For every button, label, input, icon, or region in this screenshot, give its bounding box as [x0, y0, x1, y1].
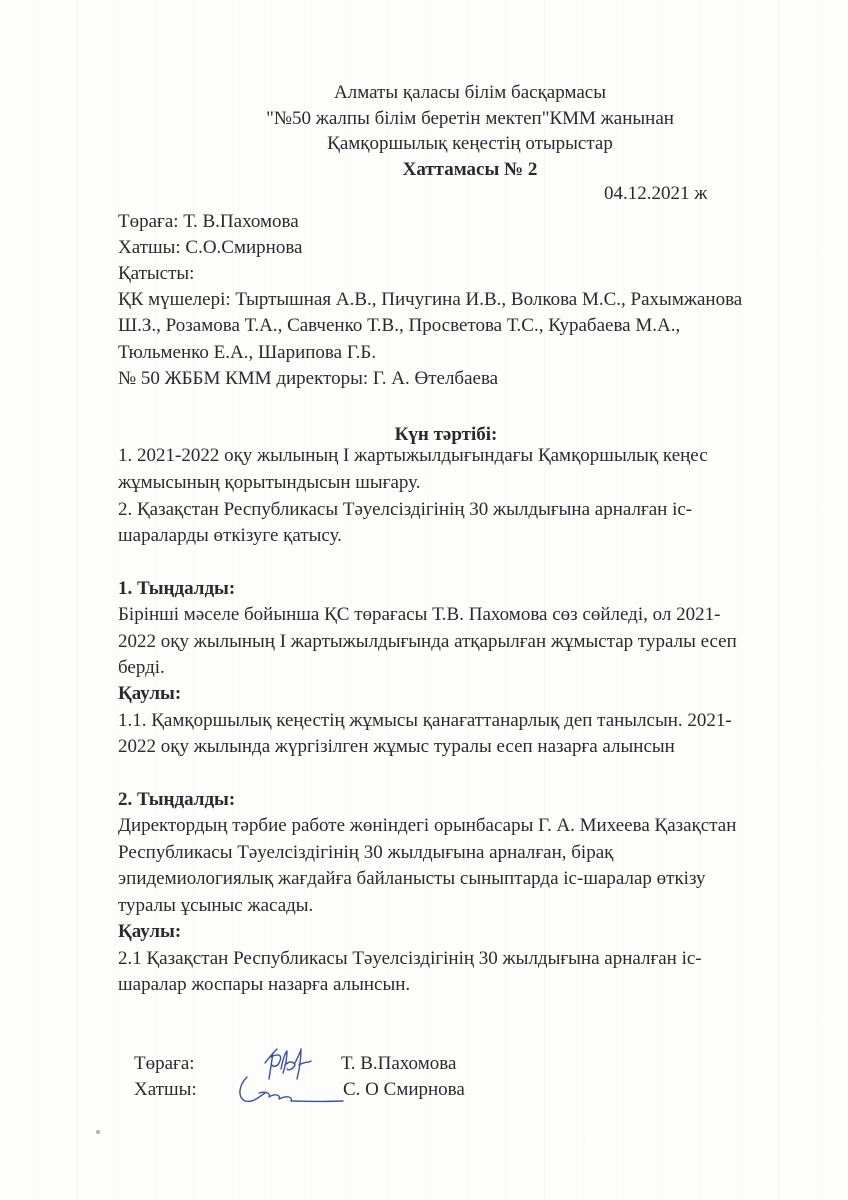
header-school: "№50 жалпы білім беретін мектеп"КММ жанынан [266, 108, 674, 129]
section2-decision-label: Қаулы: [118, 921, 182, 942]
section2-decision-line: шаралар жоспары назарға алынсын. [118, 974, 411, 995]
section2-heard-line: туралы ұсыныс жасады. [118, 895, 314, 916]
document-date: 04.12.2021 ж [604, 183, 708, 204]
agenda-line: шараларды өткізуге қатысу. [118, 525, 342, 546]
section1-decision-line: 2022 оқу жылында жүргізілген жұмыс туралы есеп назарға алынсын [118, 736, 675, 757]
section2-decision-line: 2.1 Қазақстан Республикасы Тәуелсіздігінің 30 жылдығына арналған іс- [118, 948, 702, 969]
header-council: Қамқоршылық кеңестің отырыстар [327, 133, 613, 154]
members-line: ҚК мүшелері: Тыртышная А.В., Пичугина И.В., Волкова М.С., Рахымжанова [118, 289, 743, 310]
section2-heard-line: эпидемиологиялық жағдайға байланысты сыныптарда іс-шаралар өткізу [118, 868, 706, 889]
present-label: Қатысты: [118, 263, 195, 284]
section1-decision-label: Қаулы: [118, 683, 182, 704]
agenda-title: Күн тәртібі: [394, 424, 498, 445]
signature-secretary-label: Хатшы: [134, 1079, 197, 1100]
section2-heard-label: 2. Тыңдалды: [118, 789, 236, 810]
header-organization: Алматы қаласы білім басқармасы [334, 82, 606, 103]
agenda-line: 2. Қазақстан Республикасы Тәуелсіздігінің 30 жылдығына арналған іс- [118, 499, 693, 520]
section1-heard-label: 1. Тыңдалды: [118, 578, 236, 599]
section1-heard-line: берді. [118, 657, 165, 678]
signature-secretary-name: С. О Смирнова [343, 1079, 465, 1100]
section1-decision-line: 1.1. Қамқоршылық кеңестің жұмысы қанағаттанарлық деп танылсын. 2021- [118, 710, 732, 731]
section2-heard-line: Директордың тәрбие работе жөніндегі орынбасары Г. А. Михеева Қазақстан [118, 815, 737, 836]
signature-stroke-secretary [240, 1077, 343, 1101]
agenda-line: 1. 2021-2022 оқу жылының І жартыжылдығындағы Қамқоршылық кеңес [118, 445, 708, 466]
section1-heard-line: 2022 оқу жылының І жартыжылдығында атқарылған жұмыстар туралы есеп [118, 631, 737, 652]
members-line: Ш.З., Розамова Т.А., Савченко Т.В., Просветова Т.С., Курабаева М.А., [118, 315, 681, 336]
director-line: № 50 ЖББМ КММ директоры: Г. А. Өтелбаева [118, 368, 499, 389]
secretary-line: Хатшы: С.О.Смирнова [118, 237, 303, 258]
chair-line: Төраға: Т. В.Пахомова [118, 211, 299, 232]
signature-stroke-chair [265, 1049, 311, 1079]
section1-heard-line: Бірінші мәселе бойынша ҚС төрағасы Т.В. Пахомова сөз сөйледі, ол 2021- [118, 604, 721, 625]
scan-speck [96, 1130, 100, 1134]
agenda-line: жұмысының қорытындысын шығару. [118, 472, 421, 493]
section2-heard-line: Республикасы Тәуелсіздігінің 30 жылдығына арналған, бірақ [118, 842, 614, 863]
handwritten-signature [225, 1045, 345, 1105]
signature-chair-name: Т. В.Пахомова [341, 1053, 457, 1074]
document-title: Хаттамасы № 2 [402, 159, 538, 180]
members-line: Тюльменко Е.А., Шарипова Г.Б. [118, 342, 377, 363]
signature-chair-label: Төраға: [134, 1053, 195, 1074]
